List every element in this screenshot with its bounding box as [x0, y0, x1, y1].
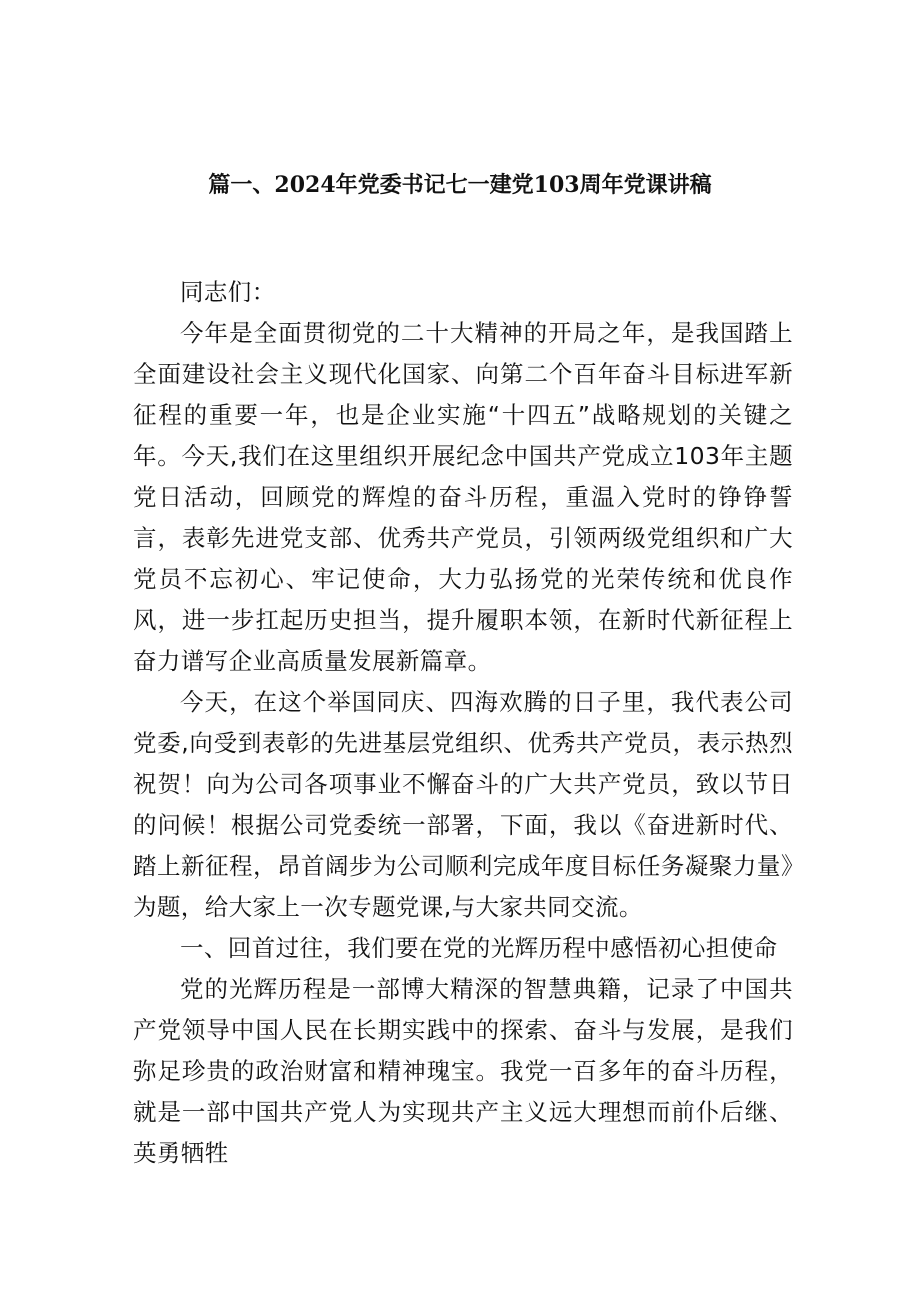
document-body	[133, 272, 793, 1174]
body-paragraph: 今年是全面贯彻党的二十大精神的开局之年，是我国踏上全面建设社会主义现代化国家、向第二个百年奋斗目标进军新征程的重要一年，也是企业实施“十四五”战略规划的关键之年。今天,我们在这里组织开展纪念中国共产党成立103年主题党日活动，回顾党的辉煌的奋斗历程，重温入党时的铮铮誓言，表彰先进党支部、优秀共产党员，引领两级党组织和广大党员不忘初心、牢记使命，大力弘扬党的光荣传统和优良作风，进一步扛起历史担当，提升履职本领，在新时代新征程上奋力谱写企业高质量发展新篇章。	[133, 319, 793, 675]
body-paragraph: 党的光辉历程是一部博大精深的智慧典籍，记录了中国共产党领导中国人民在长期实践中的探索、奋斗与发展，是我们弥足珍贵的政治财富和精神瑰宝。我党一百多年的奋斗历程，就是一部中国共产党人为实现共产主义远大理想而前仆后继、英勇牺牲	[133, 975, 793, 1167]
section-heading: 一、回首过往，我们要在党的光辉历程中感悟初心担使命	[180, 934, 778, 962]
body-paragraph: 今天，在这个举国同庆、四海欢腾的日子里，我代表公司党委,向受到表彰的先进基层党组织、优秀共产党员，表示热烈祝贺！向为公司各项事业不懈奋斗的广大共产党员，致以节日的问候！根据公司党委统一部署，下面，我以《奋进新时代、踏上新征程，昂首阔步为公司顺利完成年度目标任务凝聚力量》为题，给大家上一次专题党课,与大家共同交流。	[133, 688, 793, 921]
document-title: 篇一、2024年党委书记七一建党103周年党课讲稿	[208, 172, 712, 198]
salutation-paragraph: 同志们：	[180, 278, 276, 306]
